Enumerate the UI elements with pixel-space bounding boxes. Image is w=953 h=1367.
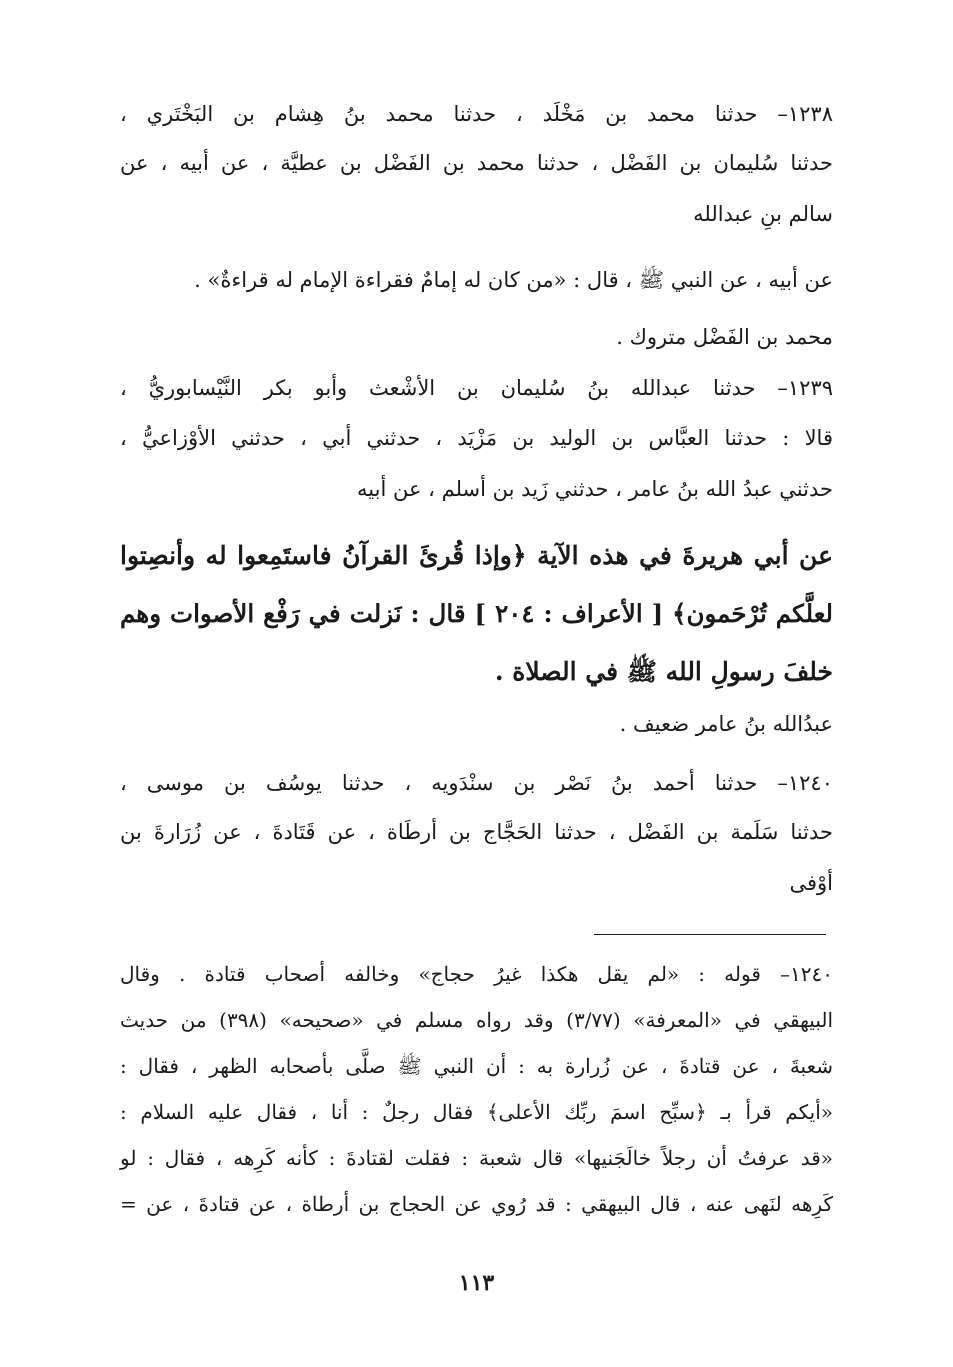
- hadith-1240-line-3: أوْفى: [789, 871, 833, 895]
- hadith-1239-comment: عبدُالله بنُ عامر ضعيف .: [619, 712, 833, 736]
- footnote-line-5: «قد عرفتُ أن رجلاً خالَجَنيها» قال شعبة : فقلت لقتادةَ : كأنه كَرِهه ، فقال : لو: [120, 1146, 833, 1170]
- footnote-line-2: البيهقي في «المعرفة» (٣/٧٧) وقد رواه مسلم في «صحيحه» (٣٩٨) من حديث: [120, 1008, 834, 1032]
- hadith-1239-line-1: ١٢٣٩– حدثنا عبدالله بنُ سُليمان بن الأشْعث وأبو بكر النَّيْسابوريُّ ،: [120, 376, 833, 400]
- page-number: ١١٣: [458, 1270, 495, 1296]
- hadith-1238-comment: محمد بن الفَضْل متروك .: [616, 325, 833, 349]
- hadith-1239-matn-line-2: لعلَّكم تُرْحَمون﴾ [ الأعراف : ٢٠٤ ] قال : نَزلت في رَفْع الأصوات وهم: [120, 599, 833, 628]
- footnote-line-1: ١٢٤٠– قوله : «لم يقل هكذا غيرُ حجاج» وخالفه أصحاب قتادة . وقال: [120, 962, 833, 986]
- hadith-1240-line-2: حدثنا سَلَمة بن الفَضْل ، حدثنا الحَجَّاج بن أرطَاة ، عن قَتَادةَ ، عن زُرَارةَ بن: [120, 820, 833, 844]
- hadith-1238-line-2: حدثنا سُليمان بن الفَضْل ، حدثنا محمد بن الفَضْل بن عطيَّة ، عن أبيه ، عن: [120, 151, 833, 175]
- footnote-line-3: شعبةَ ، عن قتادةَ ، عن زُرارة به : أن النبي ﷺ صلَّى بأصحابه الظهر ، فقال :: [120, 1054, 833, 1078]
- hadith-1239-line-2: قالا : حدثنا العبَّاس بن الوليد بن مَزْيَد ، حدثني أبي ، حدثني الأوْزاعيُّ ،: [120, 426, 833, 450]
- hadith-1239-line-3: حدثني عبدُ الله بنُ عامر ، حدثني زَيد بن أسلم ، عن أبيه: [357, 477, 833, 501]
- footnote-line-6: كَرِهه لنَهى عنه ، قال البيهقي : قد رُوي عن الحجاج بن أرطاة ، عن قتادةَ ، عن =: [120, 1192, 833, 1216]
- hadith-1240-line-1: ١٢٤٠– حدثنا أحمد بنُ نَصْر بن سنْدَويه ، حدثنا يوسُف بن موسى ،: [120, 771, 833, 795]
- hadith-1238-line-1: ١٢٣٨– حدثنا محمد بن مَخْلَد ، حدثنا محمد بنُ هِشام بن البَخْتَري ،: [120, 102, 833, 126]
- hadith-1239-matn-line-1: عن أبي هريرةَ في هذه الآية ﴿وإذا قُرئَ القرآنُ فاستَمِعوا له وأنصِتوا: [120, 541, 833, 570]
- hadith-1238-line-3: سالم بنِ عبدالله: [693, 202, 833, 226]
- footnote-line-4: «أيكم قرأ بـ ﴿سبِّح اسمَ ربِّك الأعلى﴾ فقال رجلٌ : أنا ، فقال عليه السلام :: [120, 1100, 833, 1124]
- hadith-1239-matn-line-3: خلفَ رسولِ الله ﷺ في الصلاة .: [494, 657, 833, 686]
- footnote-separator: [594, 934, 826, 935]
- hadith-1238-matn: عن أبيه ، عن النبي ﷺ ، قال : «من كان له إمامٌ فقراءة الإمام له قراءةٌ» .: [194, 268, 833, 292]
